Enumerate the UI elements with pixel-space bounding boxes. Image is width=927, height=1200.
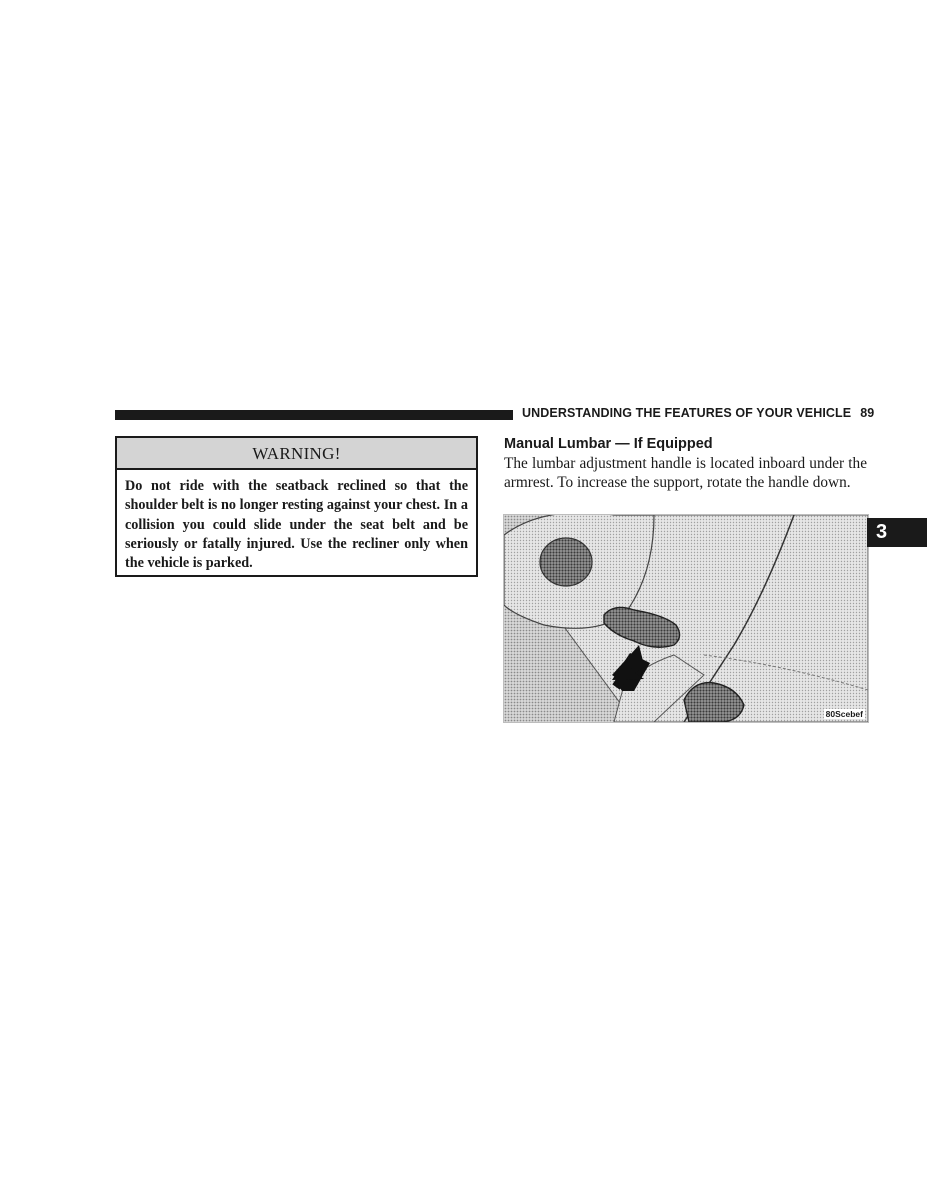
page-number: 89 <box>860 406 875 420</box>
warning-box <box>115 436 478 577</box>
lumbar-handle-illustration <box>503 514 869 723</box>
header-section-title: UNDERSTANDING THE FEATURES OF YOUR VEHICLE <box>522 406 852 420</box>
figure-code: 80Scebef <box>825 709 863 719</box>
lumbar-handle-drawing <box>504 515 868 722</box>
running-header <box>522 406 875 420</box>
section-body: The lumbar adjustment handle is located inboard under the armrest. To increase the support, rotate the handle down. <box>504 455 867 491</box>
section-heading: Manual Lumbar — If Equipped <box>504 436 713 452</box>
header-rule <box>115 410 513 420</box>
chapter-tab: 3 <box>867 518 927 547</box>
warning-body: Do not ride with the seatback reclined so that the shoulder belt is no longer resting against your chest. In a collision you could slide under the seat belt and be seriously or fatally injured. Use the recliner only when the vehicle is parked. <box>125 478 468 572</box>
warning-title: WARNING! <box>117 438 476 470</box>
